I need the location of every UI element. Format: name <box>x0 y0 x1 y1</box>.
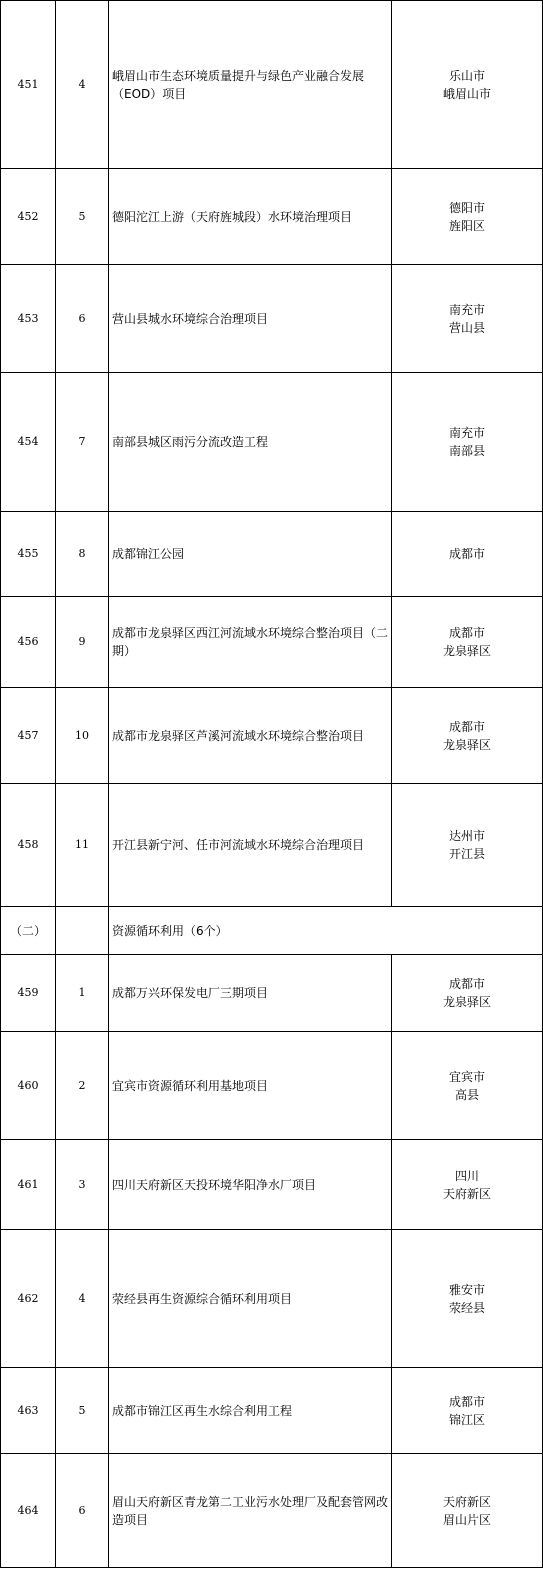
row-seq-number: 457 <box>1 688 56 784</box>
project-region <box>392 955 543 1032</box>
row-index: 2 <box>56 1032 109 1140</box>
table-row <box>1 688 543 784</box>
row-seq-number: 459 <box>1 955 56 1032</box>
row-index: 10 <box>56 688 109 784</box>
row-seq-number: 458 <box>1 784 56 907</box>
table-row <box>1 169 543 265</box>
project-region <box>392 1454 543 1568</box>
row-seq-number: 456 <box>1 597 56 688</box>
region-line: 荥经县 <box>448 1300 485 1315</box>
table-row <box>1 597 543 688</box>
table-row <box>1 784 543 907</box>
project-name: 成都市锦江区再生水综合利用工程 <box>109 1368 392 1454</box>
region-line: 天府新区 <box>442 1494 491 1509</box>
project-region <box>392 1230 543 1368</box>
region-line: 龙泉驿区 <box>442 995 491 1009</box>
project-name: 四川天府新区天投环境华阳净水厂项目 <box>109 1140 392 1230</box>
row-seq-number: 453 <box>1 265 56 373</box>
table-row <box>1 1368 543 1454</box>
project-region <box>392 1 543 169</box>
table-row <box>1 1454 543 1568</box>
project-name: 南部县城区雨污分流改造工程 <box>109 373 392 512</box>
row-seq-number: 461 <box>1 1140 56 1230</box>
project-name: 宜宾市资源循环利用基地项目 <box>109 1032 392 1140</box>
region-line: 达州市 <box>448 829 485 843</box>
table-row <box>1 1140 543 1230</box>
row-seq-number: 452 <box>1 169 56 265</box>
row-seq-number: 463 <box>1 1368 56 1454</box>
region-line: 成都市 <box>448 977 485 991</box>
project-name: 开江县新宁河、任市河流域水环境综合治理项目 <box>109 784 392 907</box>
project-name: 荥经县再生资源综合循环利用项目 <box>109 1230 392 1368</box>
table-row <box>1 1230 543 1368</box>
project-region <box>392 597 543 688</box>
region-line: 成都市 <box>448 719 485 734</box>
row-index: 7 <box>56 373 109 512</box>
region-line: 南部县 <box>448 444 485 458</box>
project-region <box>392 1368 543 1454</box>
region-line: 高县 <box>454 1087 479 1102</box>
project-name: 德阳沱江上游（天府旌城段）水环境治理项目 <box>109 169 392 265</box>
row-index: 5 <box>56 169 109 265</box>
region-line: 乐山市 <box>448 68 485 83</box>
row-index: 8 <box>56 512 109 597</box>
section-row <box>1 907 543 955</box>
project-name: 成都市龙泉驿区芦溪河流域水环境综合整治项目 <box>109 688 392 784</box>
region-line: 雅安市 <box>448 1282 485 1297</box>
row-index: 6 <box>56 1454 109 1568</box>
section-empty-cell <box>56 907 109 955</box>
region-line: 锦江区 <box>448 1412 485 1427</box>
project-name: 成都市龙泉驿区西江河流域水环境综合整治项目（二期） <box>109 597 392 688</box>
table-row <box>1 1 543 169</box>
region-line: 开江县 <box>448 847 485 861</box>
region-line: 峨眉山市 <box>442 86 491 101</box>
project-region <box>392 373 543 512</box>
region-line: 南充市 <box>448 426 485 440</box>
row-index: 11 <box>56 784 109 907</box>
project-region <box>392 265 543 373</box>
project-region <box>392 1032 543 1140</box>
row-seq-number: 462 <box>1 1230 56 1368</box>
row-seq-number: 451 <box>1 1 56 169</box>
project-region <box>392 688 543 784</box>
region-line: 四川 <box>454 1168 479 1183</box>
row-index: 4 <box>56 1230 109 1368</box>
project-region <box>392 1140 543 1230</box>
region-line: 旌阳区 <box>448 218 485 233</box>
table-row <box>1 512 543 597</box>
project-name: 成都锦江公园 <box>109 512 392 597</box>
row-index: 5 <box>56 1368 109 1454</box>
row-seq-number: 454 <box>1 373 56 512</box>
row-seq-number: 464 <box>1 1454 56 1568</box>
region-line: 德阳市 <box>448 200 485 215</box>
table-row <box>1 373 543 512</box>
region-line: 南充市 <box>448 302 485 317</box>
section-number: （二） <box>1 907 56 955</box>
region-line: 成都市 <box>448 1394 485 1409</box>
project-region <box>392 784 543 907</box>
region-line: 龙泉驿区 <box>442 737 491 752</box>
project-name: 成都万兴环保发电厂三期项目 <box>109 955 392 1032</box>
row-index: 4 <box>56 1 109 169</box>
table-row <box>1 955 543 1032</box>
project-name: 眉山天府新区青龙第二工业污水处理厂及配套管网改造项目 <box>109 1454 392 1568</box>
region-line: 眉山片区 <box>442 1512 491 1527</box>
row-index: 6 <box>56 265 109 373</box>
table-row <box>1 1032 543 1140</box>
row-seq-number: 460 <box>1 1032 56 1140</box>
region-line: 龙泉驿区 <box>442 644 491 658</box>
table-row <box>1 265 543 373</box>
section-title: 资源循环利用（6个） <box>109 907 543 955</box>
region-line: 成都市 <box>448 626 485 640</box>
region-line: 成都市 <box>448 547 485 561</box>
project-region <box>392 169 543 265</box>
row-seq-number: 455 <box>1 512 56 597</box>
project-table-body <box>1 1 543 1568</box>
region-line: 天府新区 <box>442 1186 491 1201</box>
row-index: 3 <box>56 1140 109 1230</box>
project-region <box>392 512 543 597</box>
row-index: 9 <box>56 597 109 688</box>
region-line: 营山县 <box>448 320 485 335</box>
project-name: 峨眉山市生态环境质量提升与绿色产业融合发展（EOD）项目 <box>109 1 392 169</box>
region-line: 宜宾市 <box>448 1069 485 1084</box>
row-index: 1 <box>56 955 109 1032</box>
project-name: 营山县城水环境综合治理项目 <box>109 265 392 373</box>
